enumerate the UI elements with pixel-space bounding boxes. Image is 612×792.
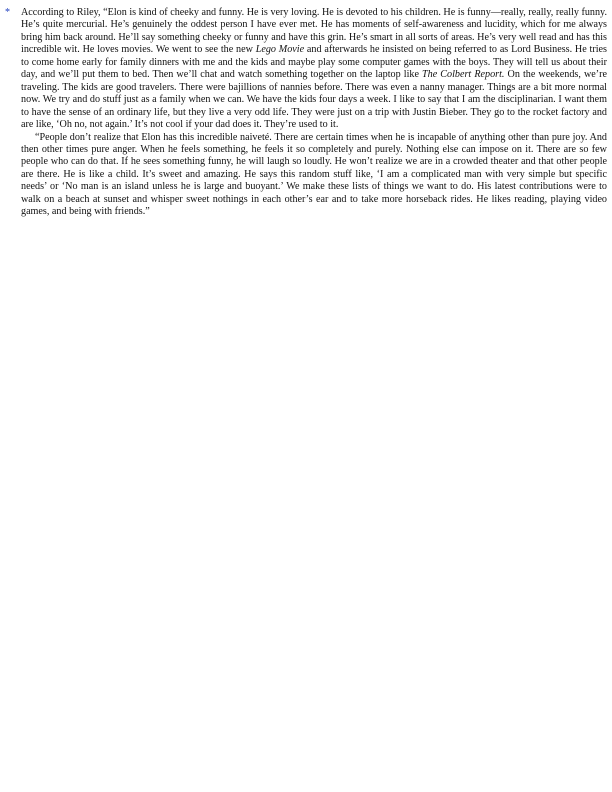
paragraph-1-text-b: and afterwards he insisted on being referred to as Lord Business. He tries to come home early for family dinners with me and the kids and maybe play some computer games with the boys. They will tell us about their day, and we’ll put them to bed. Then we’ll chat and watch something together on the laptop like xyxy=(21,44,607,81)
paragraph-2 xyxy=(21,132,607,219)
show-title-colbert-report: The Colbert Report. xyxy=(422,69,505,81)
paragraph-1-text-c: On the weekends, we’re traveling. The kids are good travelers. There were bajillions of nannies before. There was even a nanny manager. Things are a bit more normal now. We try and do stuff just as a family when we can. We have the kids four days a week. I like to say that I am the disciplinarian. I want them to have the sense of an ordinary life, but they live a very odd life. They were just on a trip with Justin Bieber. They go to the rocket factory and are like, ‘Oh no, not again.’ It’s not cool if your dad does it. They’re used to it. xyxy=(21,69,607,131)
film-title-lego-movie: Lego Movie xyxy=(255,44,305,56)
paragraph-2-text: “People don’t realize that Elon has this incredible naiveté. There are certain times when he is incapable of anything other than pure joy. And then other times pure anger. When he feels something, he feels it so completely and purely. Nothing else can impose on it. There are so few people who can do that. If he sees something funny, he will laugh so loudly. He won’t realize we are in a crowded theater and that other people are there. He is like a child. It’s sweet and amazing. He says this random stuff like, ‘I am a complicated man with very simple but specific needs’ or ‘No man is an island unless he is large and buoyant.’ We make these lists of things we want to do. His latest contributions were to walk on a beach at sunset and whisper sweet nothings in each other’s ear and to take more horseback rides. He likes reading, playing video games, and being with friends.” xyxy=(21,131,607,218)
paragraph-1-text-a: According to Riley, “Elon is kind of cheeky and funny. He is very loving. He is devoted to his children. He is funny—really, really, really funny. He’s quite mercurial. He’s genuinely the oddest person I have ever met. He has moments of self-awareness and lucidity, which for me always bring him back around. He’ll say something cheeky or funny and have this grin. He’s smart in all sorts of areas. He’s very well read and has this incredible wit. He loves movies. We went to see the new xyxy=(21,7,607,56)
footnote-marker-link[interactable]: * xyxy=(5,7,11,18)
paragraph-1 xyxy=(21,7,607,132)
document-body xyxy=(21,7,607,219)
